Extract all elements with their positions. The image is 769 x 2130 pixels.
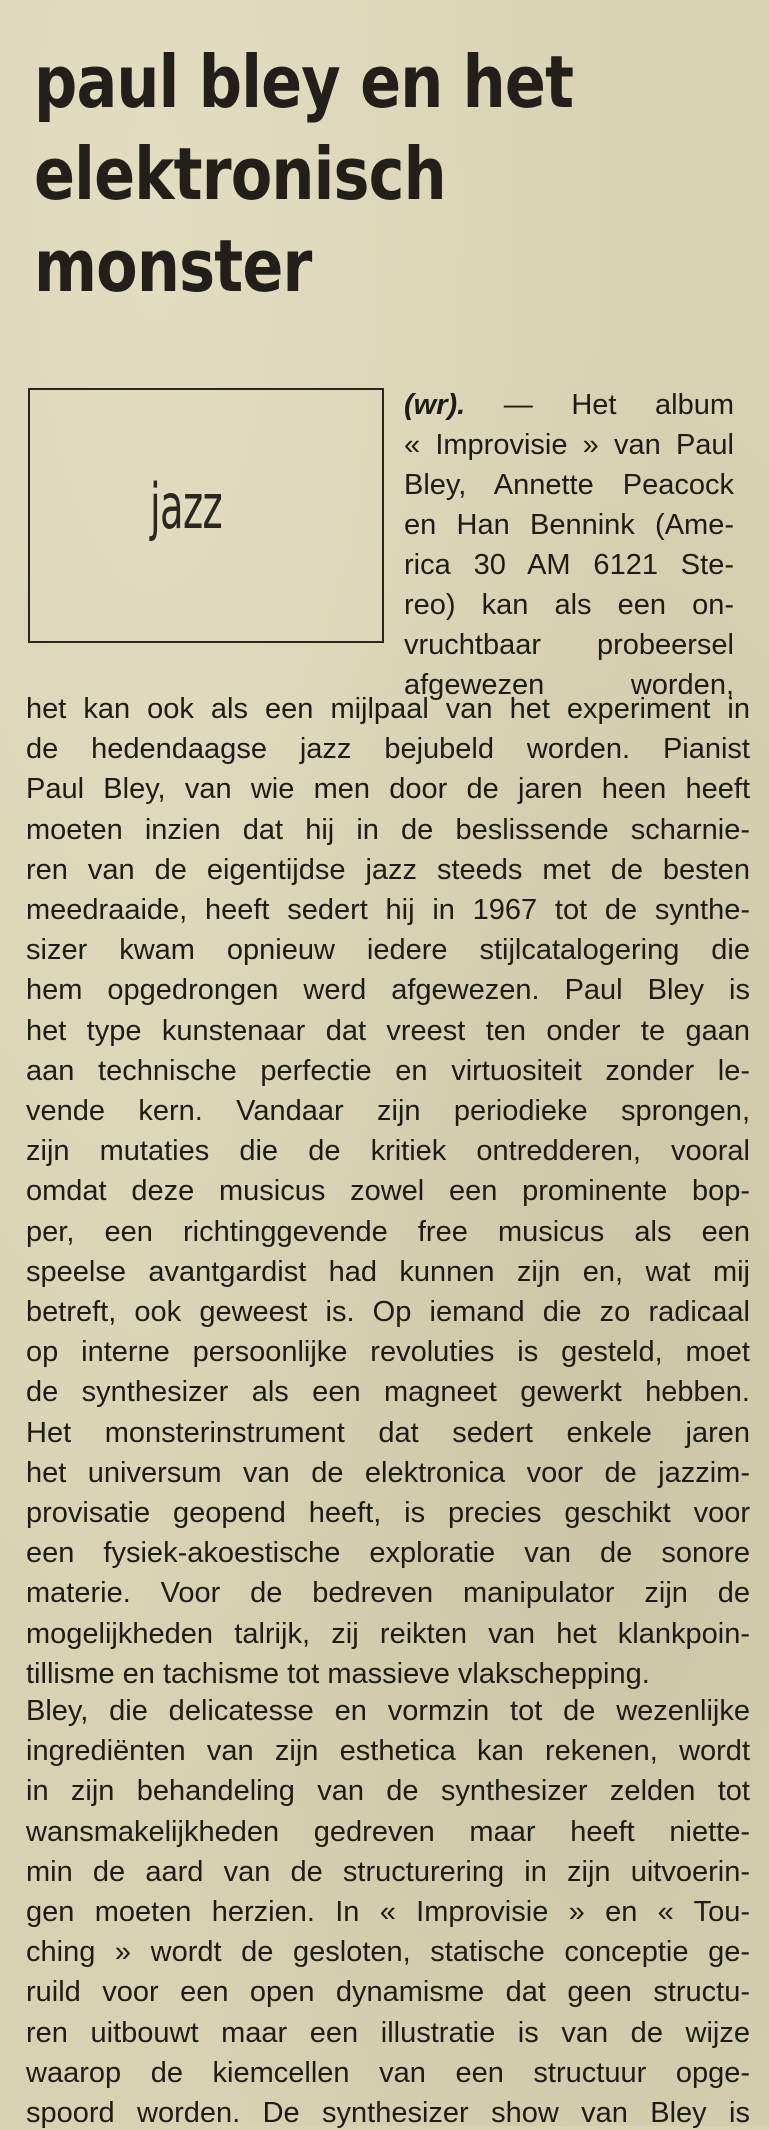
paragraph-1-line: moeten inzien dat hij in de beslissende scharnie- (26, 814, 750, 846)
paragraph-1-line: speelse avantgardist had kunnen zijn en, wat mij (26, 1256, 750, 1288)
paragraph-1-line: meedraaide, heeft sedert hij in 1967 tot de synthe- (26, 894, 750, 926)
paragraph-1-line: hem opgedrongen werd afgewezen. Paul Bley is (26, 974, 750, 1006)
paragraph-2-line: in zijn behandeling van de synthesizer zelden tot (26, 1775, 750, 1807)
paragraph-1-line: sizer kwam opnieuw iedere stijlcatalogering die (26, 934, 750, 966)
paragraph-1-line: mogelijkheden talrijk, zij reikten van het klankpoin- (26, 1618, 750, 1650)
paragraph-2-line: spoord worden. De synthesizer show van Bley is (26, 2097, 750, 2129)
paragraph-1-line: provisatie geopend heeft, is precies geschikt voor (26, 1497, 750, 1529)
paragraph-1-line: per, een richtinggevende free musicus als een (26, 1216, 750, 1248)
intro-line: rica 30 AM 6121 Ste- (404, 549, 734, 581)
paragraph-2-line: ruild voor een open dynamisme dat geen structu- (26, 1976, 750, 2008)
headline-line-3: monster (34, 224, 312, 308)
intro-line: en Han Bennink (Ame- (404, 509, 734, 541)
paragraph-2-line: wansmakelijkheden gedreven maar heeft niette- (26, 1816, 750, 1848)
paragraph-1-line: het kan ook als een mijlpaal van het experiment in (26, 693, 750, 725)
paragraph-1-line: betreft, ook geweest is. Op iemand die zo radicaal (26, 1296, 750, 1328)
paragraph-1-line: omdat deze musicus zowel een prominente bop- (26, 1175, 750, 1207)
paragraph-1-line: de synthesizer als een magneet gewerkt hebben. (26, 1376, 750, 1408)
paragraph-1-line: Paul Bley, van wie men door de jaren heen heeft (26, 773, 750, 805)
paragraph-1-line: ren van de eigentijdse jazz steeds met de besten (26, 854, 750, 886)
intro-line (404, 388, 734, 422)
paragraph-1-line: de hedendaagse jazz bejubeld worden. Pianist (26, 733, 750, 765)
paragraph-1-line: een fysiek-akoestische exploratie van de sonore (26, 1537, 750, 1569)
byline: (wr). (404, 389, 466, 421)
headline-line-1: paul bley en het (34, 40, 574, 124)
paragraph-1-line: het type kunstenaar dat vreest ten onder te gaan (26, 1015, 750, 1047)
intro-line: « Improvisie » van Paul (404, 429, 734, 461)
intro-line: Bley, Annette Peacock (404, 469, 734, 501)
paragraph-2-line: ren uitbouwt maar een illustratie is van de wijze (26, 2017, 750, 2049)
paragraph-1-line: het universum van de elektronica voor de jazzim- (26, 1457, 750, 1489)
paragraph-2-line: ching » wordt de gesloten, statische conceptie ge- (26, 1936, 750, 1968)
paragraph-2-line: waarop de kiemcellen van een structuur opge- (26, 2057, 750, 2089)
paragraph-1-line: tillisme en tachisme tot massieve vlakschepping. (26, 1658, 650, 1690)
intro-line: afgewezen worden, (404, 669, 734, 701)
section-label: jazz (150, 470, 223, 543)
paragraph-2-line: min de aard van de structurering in zijn uitvoerin- (26, 1856, 750, 1888)
paragraph-1-line: op interne persoonlijke revoluties is gesteld, moet (26, 1336, 750, 1368)
intro-line: vruchtbaar probeersel (404, 629, 734, 661)
paragraph-1-line: zijn mutaties die de kritiek ontredderen, vooral (26, 1135, 750, 1167)
intro-line-text: — Het album (465, 389, 734, 421)
paragraph-2-line: ingrediënten van zijn esthetica kan rekenen, wordt (26, 1735, 750, 1767)
paragraph-2-line: Bley, die delicatesse en vormzin tot de wezenlijke (26, 1695, 750, 1727)
paragraph-2-line: gen moeten herzien. In « Improvisie » en « Tou- (26, 1896, 750, 1928)
paragraph-1-line: Het monsterinstrument dat sedert enkele jaren (26, 1417, 750, 1449)
paragraph-1-line: materie. Voor de bedreven manipulator zijn de (26, 1577, 750, 1609)
intro-line: reo) kan als een on- (404, 589, 734, 621)
paragraph-1-line: vende kern. Vandaar zijn periodieke sprongen, (26, 1095, 750, 1127)
headline-line-2: elektronisch (34, 132, 446, 216)
paragraph-1-line: aan technische perfectie en virtuositeit zonder le- (26, 1055, 750, 1087)
